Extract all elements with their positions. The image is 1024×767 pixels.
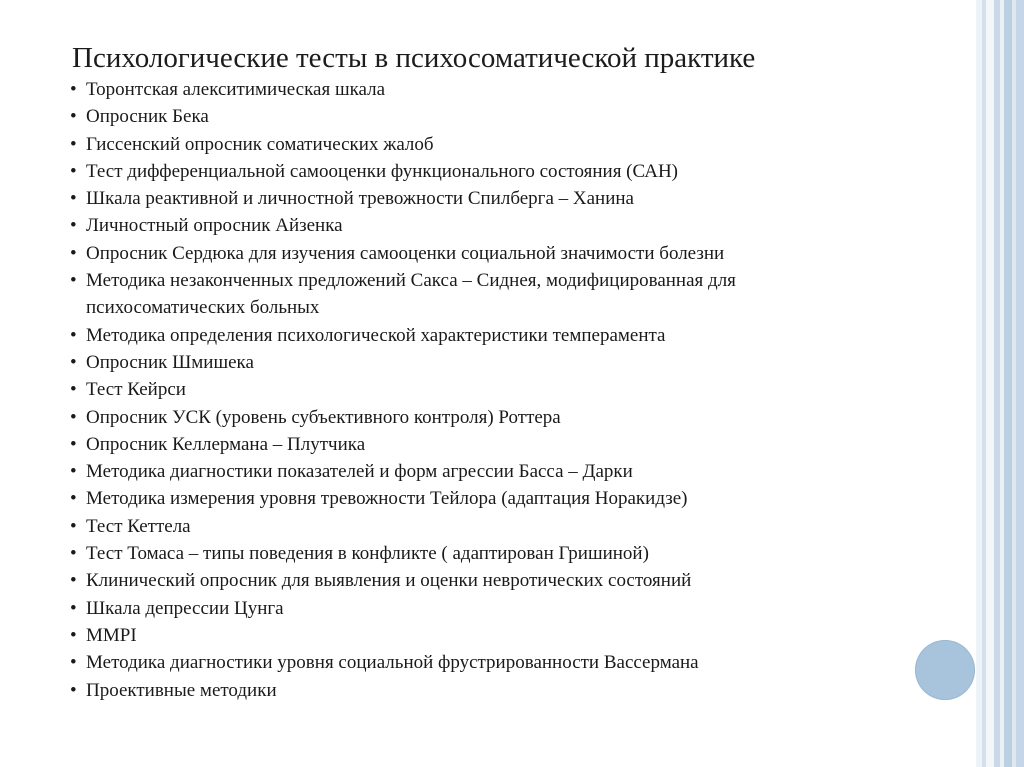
bullet-icon: • <box>70 624 77 646</box>
bullet-icon: • <box>70 79 77 100</box>
list-item-text: MMPI <box>86 624 137 646</box>
list-item <box>70 404 950 431</box>
list-item-text: Методика диагностики уровня социальной фрустрированности Вассермана <box>86 652 699 674</box>
list-item-text: Шкала реактивной и личностной тревожности Спилберга – Ханина <box>86 188 634 210</box>
bullet-icon: • <box>70 106 77 128</box>
list-item-text: Опросник Бека <box>86 106 209 128</box>
list-item <box>70 649 950 676</box>
list-item <box>70 185 950 212</box>
bullet-icon: • <box>70 324 77 346</box>
slide-title: Психологические тесты в психосоматической практике <box>72 42 756 74</box>
list-item-text: Методика диагностики показателей и форм агрессии Басса – Дарки <box>86 461 633 483</box>
slide-content <box>70 40 950 704</box>
list-item-text: Торонтская алекситимическая шкала <box>86 79 386 100</box>
bullet-icon: • <box>70 270 77 292</box>
bullet-icon: • <box>70 160 77 182</box>
list-item <box>70 322 950 349</box>
list-item <box>70 513 950 540</box>
bullet-icon: • <box>70 433 77 455</box>
bullet-icon: • <box>70 652 77 674</box>
list-item-text: Шкала депрессии Цунга <box>86 597 284 619</box>
list-item-text: Опросник Шмишека <box>86 351 254 373</box>
list-item-text: Тест Кеттела <box>86 515 191 537</box>
list-item-text: Опросник УСК (уровень субъективного контроля) Роттера <box>86 406 561 428</box>
bullet-icon: • <box>70 351 77 373</box>
list-item-text: Проективные методики <box>86 679 277 701</box>
list-item-text: Клинический опросник для выявления и оценки невротических состояний <box>86 570 692 592</box>
list-item <box>70 485 950 512</box>
bullet-icon: • <box>70 488 77 510</box>
bullet-icon: • <box>70 215 77 237</box>
list-item <box>70 349 950 376</box>
tests-list <box>70 76 950 704</box>
list-item-text: Тест Кейрси <box>86 379 186 401</box>
bullet-icon: • <box>70 133 77 155</box>
list-item <box>70 131 950 158</box>
list-item <box>70 431 950 458</box>
list-item <box>70 622 950 649</box>
list-item-text: Тест Томаса – типы поведения в конфликте ( адаптирован Гришиной) <box>86 543 649 565</box>
list-item-text: Опросник Келлермана – Плутчика <box>86 433 366 455</box>
bullet-icon: • <box>70 406 77 428</box>
bullet-icon: • <box>70 242 77 264</box>
list-item <box>70 158 950 185</box>
bullet-icon: • <box>70 543 77 565</box>
list-item <box>70 212 950 239</box>
bullet-icon: • <box>70 379 77 401</box>
list-item-text: Методика определения психологической характеристики темперамента <box>86 324 666 346</box>
bullet-icon: • <box>70 679 77 701</box>
list-item <box>70 458 950 485</box>
list-item <box>70 76 950 103</box>
list-item-text: Тест дифференциальной самооценки функционального состояния (САН) <box>86 160 679 182</box>
bullet-icon: • <box>70 515 77 537</box>
list-item-text: Методика измерения уровня тревожности Тейлора (адаптация Норакидзе) <box>86 488 688 510</box>
decorative-stripes <box>976 0 1024 767</box>
list-item <box>70 267 950 322</box>
list-item <box>70 240 950 267</box>
list-item <box>70 677 950 704</box>
list-item-text: Личностный опросник Айзенка <box>86 215 343 237</box>
bullet-icon: • <box>70 570 77 592</box>
list-item <box>70 595 950 622</box>
list-item <box>70 376 950 403</box>
bullet-icon: • <box>70 188 77 210</box>
list-item-text: Методика незаконченных предложений Сакса – Сиднея, модифицированная для психосоматических больных <box>86 270 736 319</box>
list-item-text: Гиссенский опросник соматических жалоб <box>86 133 434 155</box>
list-item <box>70 103 950 130</box>
bullet-icon: • <box>70 597 77 619</box>
bullet-icon: • <box>70 461 77 483</box>
list-item-text: Опросник Сердюка для изучения самооценки социальной значимости болезни <box>86 242 725 264</box>
list-item <box>70 540 950 567</box>
list-item <box>70 567 950 594</box>
